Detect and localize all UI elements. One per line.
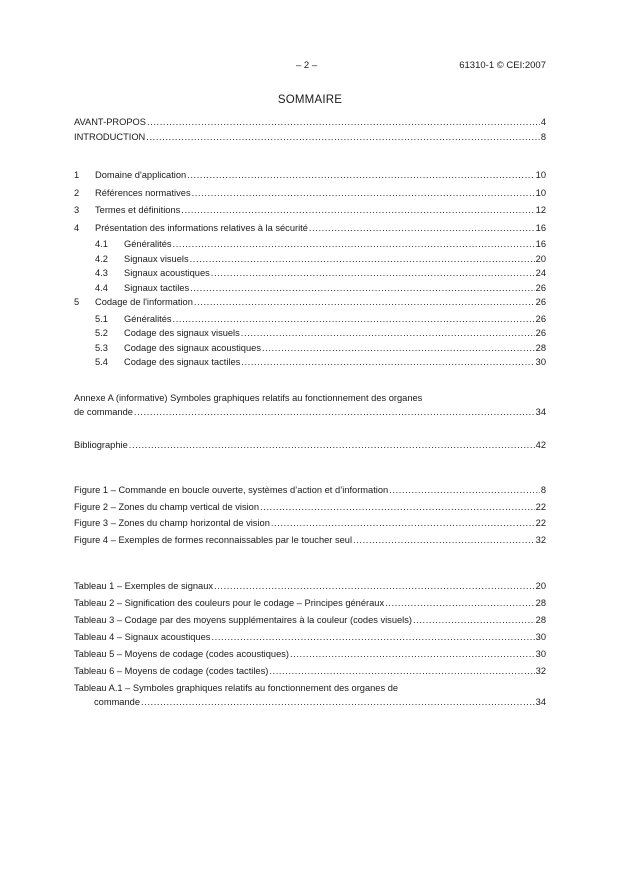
toc-entry-number: 4.4 — [95, 282, 108, 293]
toc-entry-text: Généralités — [124, 239, 172, 249]
toc-sections — [74, 168, 546, 370]
toc-entry-text-line1: Tableau A.1 – Symboles graphiques relatifs au fonctionnement des organes de — [74, 683, 399, 693]
toc-entry-figure-1[interactable] — [74, 485, 546, 500]
toc-entry-text: Figure 3 – Zones du champ horizontal de vision — [74, 518, 270, 528]
toc-entry-section-4-1[interactable] — [74, 237, 546, 252]
leader-dots — [353, 535, 535, 545]
toc-entry-bibliography[interactable] — [74, 440, 546, 455]
toc-entry-text: Signaux acoustiques — [124, 268, 210, 278]
toc-entry-page: 32 — [535, 534, 546, 545]
toc-entry-page: 28 — [535, 615, 546, 625]
toc-entry-page: 4 — [540, 117, 546, 127]
toc-entry-text: Références normatives — [95, 187, 191, 198]
toc-entry-page: 42 — [535, 440, 546, 450]
toc-entry-number: 4.2 — [95, 253, 108, 264]
leader-dots — [260, 502, 535, 512]
toc-entry-text: INTRODUCTION — [74, 131, 146, 142]
toc-entry-text: Domaine d'application — [95, 170, 187, 180]
toc-entry-text: Codage des signaux tactiles — [124, 357, 241, 367]
toc-entry-text: Termes et définitions — [95, 205, 181, 215]
toc-entry-text: Signaux tactiles — [124, 282, 190, 293]
toc-entry-text: Bibliographie — [74, 440, 128, 450]
toc-entry-page: 34 — [535, 697, 546, 707]
toc-entry-page: 12 — [535, 205, 546, 215]
leader-dots — [190, 252, 535, 267]
toc-entry-page: 26 — [535, 297, 546, 307]
toc-front-matter — [74, 117, 546, 146]
toc-entry-section-5[interactable] — [74, 295, 546, 310]
toc-entry-page: 32 — [535, 666, 546, 676]
toc-entry-page: 22 — [535, 501, 546, 512]
toc-entry-section-1[interactable] — [74, 168, 546, 183]
toc-entry-text: Tableau 5 – Moyens de codage (codes acoustiques) — [74, 649, 289, 659]
toc-entry-text: Figure 4 – Exemples de formes reconnaissables par le toucher seul — [74, 534, 353, 545]
leader-dots — [141, 697, 535, 707]
toc-entry-text: AVANT-PROPOS — [74, 117, 146, 127]
toc-entry-page: 30 — [535, 632, 546, 642]
toc-entry-number: 1 — [74, 170, 80, 180]
toc-entry-number: 4.1 — [95, 239, 108, 249]
toc-entry-table-2[interactable] — [74, 598, 546, 613]
toc-entry-page: 20 — [535, 581, 546, 591]
leader-dots — [262, 341, 535, 356]
toc-figures — [74, 485, 546, 549]
toc-entry-text: Tableau 1 – Exemples de signaux — [74, 581, 214, 591]
leader-dots — [389, 485, 540, 495]
leader-dots — [241, 355, 534, 370]
leader-dots — [309, 221, 535, 236]
toc-entry-section-3[interactable] — [74, 203, 546, 218]
toc-entry-text: Codage des signaux visuels — [124, 328, 240, 338]
toc-entry-page: 28 — [535, 598, 546, 608]
toc-entry-number: 5.2 — [95, 328, 108, 338]
toc-entry-page: 22 — [535, 518, 546, 528]
toc-entry-text: Généralités — [124, 313, 172, 324]
toc-entry-page: 8 — [540, 131, 546, 142]
leader-dots — [385, 598, 535, 608]
toc-entry-section-2[interactable] — [74, 186, 546, 201]
toc-entry-page: 30 — [535, 357, 546, 367]
leader-dots — [194, 295, 535, 310]
toc-entry-table-4[interactable] — [74, 632, 546, 647]
toc-entry-section-5-1[interactable] — [74, 312, 546, 327]
toc-entry-section-5-4[interactable] — [74, 355, 546, 370]
leader-dots — [129, 440, 535, 450]
toc-entry-number: 4 — [74, 222, 80, 233]
toc-tables — [74, 581, 546, 712]
toc-entry-annex-a[interactable] — [74, 393, 546, 422]
toc-entry-section-5-2[interactable] — [74, 326, 546, 341]
toc-entry-text-line1: Annexe A (informative) Symboles graphiques relatifs au fonctionnement des organes — [74, 393, 423, 403]
leader-dots — [173, 312, 535, 327]
toc-entry-page: 10 — [535, 187, 546, 198]
toc-entry-page: 30 — [535, 649, 546, 659]
leader-dots — [192, 186, 535, 201]
toc-entry-section-4-4[interactable] — [74, 281, 546, 296]
toc-entry-introduction[interactable] — [74, 132, 546, 147]
toc-entry-page: 26 — [535, 328, 546, 338]
leader-dots — [181, 203, 534, 218]
toc-entry-page: 20 — [535, 253, 546, 264]
toc-entry-section-4-2[interactable] — [74, 252, 546, 267]
toc-entry-text: Tableau 3 – Codage par des moyens supplémentaires à la couleur (codes visuels) — [74, 615, 412, 625]
toc-entry-text-line2: de commande — [74, 407, 133, 417]
leader-dots — [271, 518, 535, 528]
leader-dots — [413, 615, 535, 625]
toc-entry-text: Figure 2 – Zones du champ vertical de vision — [74, 501, 259, 512]
toc-entry-text: Codage des signaux acoustiques — [124, 342, 261, 353]
leader-dots — [211, 632, 534, 642]
toc-entry-text: Codage de l'information — [95, 297, 193, 307]
toc-entry-number: 2 — [74, 187, 80, 198]
toc-entry-page: 28 — [535, 342, 546, 353]
toc-entry-table-a1[interactable] — [74, 683, 546, 712]
toc-entry-text: Présentation des informations relatives à la sécurité — [95, 222, 308, 233]
toc-entry-page: 16 — [535, 222, 546, 233]
leader-dots — [147, 117, 540, 127]
toc-entry-page: 34 — [535, 407, 546, 417]
leader-dots — [146, 132, 540, 142]
toc-entry-number: 5.3 — [95, 342, 108, 353]
toc-entry-section-4[interactable] — [74, 221, 546, 236]
document-reference: 61310-1 © CEI:2007 — [459, 60, 546, 71]
toc-entry-section-5-3[interactable] — [74, 341, 546, 356]
leader-dots — [173, 237, 535, 252]
toc-entry-page: 10 — [535, 170, 546, 180]
toc-entry-page: 8 — [540, 485, 546, 495]
toc-entry-text: Tableau 4 – Signaux acoustiques — [74, 632, 211, 642]
toc-entry-page: 16 — [535, 239, 546, 249]
leader-dots — [214, 581, 535, 591]
toc-entry-text-line2: commande — [94, 697, 140, 707]
toc-entry-table-3[interactable] — [74, 615, 546, 630]
toc-entry-figure-4[interactable] — [74, 535, 546, 550]
toc-entry-page: 26 — [535, 313, 546, 324]
leader-dots — [190, 281, 535, 296]
toc-entry-number: 5.1 — [95, 313, 108, 324]
toc-entry-text: Tableau 2 – Signification des couleurs pour le codage – Principes généraux — [74, 598, 385, 608]
toc-entry-number: 4.3 — [95, 268, 108, 278]
toc-entry-table-6[interactable] — [74, 666, 546, 681]
leader-dots — [241, 326, 535, 341]
toc-entry-page: 24 — [535, 268, 546, 278]
toc-entry-text: Signaux visuels — [124, 253, 189, 264]
leader-dots — [134, 407, 535, 417]
toc-entry-text: Figure 1 – Commande en boucle ouverte, systèmes d’action et d’information — [74, 485, 389, 495]
page-header — [0, 60, 620, 74]
toc-entry-number: 3 — [74, 205, 80, 215]
toc-entry-page: 26 — [535, 282, 546, 293]
toc-entry-number: 5.4 — [95, 357, 108, 367]
leader-dots — [290, 649, 535, 659]
page-title: SOMMAIRE — [277, 94, 343, 106]
toc-entry-avant-propos[interactable] — [74, 117, 546, 132]
toc-entry-figure-2[interactable] — [74, 502, 546, 517]
page-number: – 2 – — [296, 60, 318, 71]
toc-entry-figure-3[interactable] — [74, 518, 546, 533]
leader-dots — [187, 168, 534, 183]
leader-dots — [269, 666, 534, 676]
toc-entry-table-5[interactable] — [74, 649, 546, 664]
leader-dots — [211, 266, 535, 281]
toc-bibliography — [74, 440, 546, 455]
toc-entry-section-4-3[interactable] — [74, 266, 546, 281]
toc-entry-table-1[interactable] — [74, 581, 546, 596]
toc-entry-text: Tableau 6 – Moyens de codage (codes tactiles) — [74, 666, 269, 676]
toc-entry-number: 5 — [74, 297, 80, 307]
